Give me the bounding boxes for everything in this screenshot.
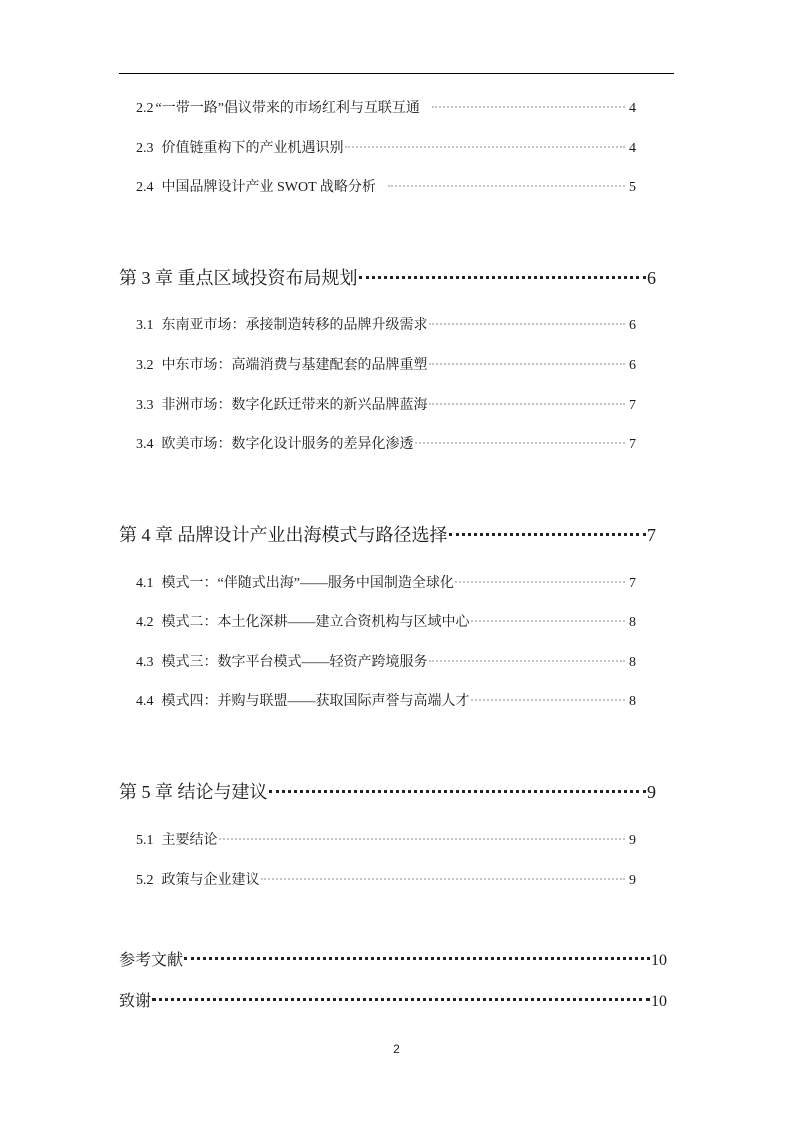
toc-number: 5.1: [136, 833, 154, 848]
toc-number: 5.2: [136, 873, 154, 888]
toc-chapter-title: 第 3 章 重点区域投资布局规划: [119, 268, 358, 288]
dot-leader: [261, 870, 626, 884]
toc-entry-3-1[interactable]: [136, 314, 636, 334]
toc-page: 7: [629, 398, 636, 413]
toc-page: 5: [629, 180, 636, 195]
toc-title: 致谢: [119, 993, 152, 1010]
dot-leader: [429, 355, 626, 369]
toc-entry-5-2[interactable]: [136, 869, 636, 889]
toc-chapter-title: 第 4 章 品牌设计产业出海模式与路径选择: [119, 525, 448, 545]
toc-title: 非洲市场：数字化跃迁带来的新兴品牌蓝海: [161, 398, 428, 413]
toc-chapter-3[interactable]: [119, 264, 656, 290]
dot-leader: [471, 691, 626, 705]
toc-number: 2.4: [136, 180, 154, 195]
dot-leader: [449, 523, 647, 541]
toc-page: 9: [629, 873, 636, 888]
toc-number: 4.4: [136, 694, 154, 709]
dot-leader: [429, 652, 626, 666]
toc-entry-5-1[interactable]: [136, 829, 636, 849]
toc-entry-4-2[interactable]: [136, 611, 636, 631]
toc-entry-4-3[interactable]: [136, 651, 636, 671]
dot-leader: [429, 395, 626, 409]
page-number: 2: [393, 1042, 400, 1056]
toc-page: 10: [651, 993, 667, 1010]
toc-title: 模式一：“伴随式出海”——服务中国制造全球化: [161, 576, 454, 591]
header-rule: [119, 73, 674, 74]
dot-leader: [359, 266, 647, 284]
toc-entry-3-4[interactable]: [136, 433, 636, 453]
toc-number: 4.2: [136, 615, 154, 630]
toc-entry-3-2[interactable]: [136, 354, 636, 374]
toc-page: 10: [651, 952, 667, 969]
toc-page: 4: [629, 101, 636, 116]
toc-title: 东南亚市场：承接制造转移的品牌升级需求: [161, 318, 428, 333]
dot-leader: [455, 573, 625, 587]
dot-leader: [471, 612, 626, 626]
toc-page: 9: [629, 833, 636, 848]
toc-title: “一带一路”倡议带来的市场红利与互联互通: [155, 101, 420, 116]
toc-title: 主要结论: [161, 833, 218, 848]
dot-leader: [432, 98, 625, 112]
toc-number: 2.3: [136, 141, 154, 156]
dot-leader: [219, 830, 626, 844]
toc-number: 4.3: [136, 655, 154, 670]
toc-references[interactable]: [119, 947, 667, 970]
toc-number: 3.3: [136, 398, 154, 413]
toc-title: 欧美市场：数字化设计服务的差异化渗透: [161, 437, 414, 452]
toc-entry-3-3[interactable]: [136, 394, 636, 414]
toc-title: 参考文献: [119, 952, 184, 969]
toc-number: 4.1: [136, 576, 154, 591]
dot-leader: [152, 990, 650, 1006]
toc-title: 模式三：数字平台模式——轻资产跨境服务: [161, 655, 428, 670]
toc-title: 中东市场：高端消费与基建配套的品牌重塑: [161, 358, 428, 373]
dot-leader: [388, 177, 625, 191]
toc-page: 6: [629, 358, 636, 373]
toc-page: 4: [629, 141, 636, 156]
toc-page: 8: [629, 615, 636, 630]
toc-chapter-5[interactable]: [119, 778, 656, 804]
toc-page: 6: [629, 318, 636, 333]
toc-number: 3.2: [136, 358, 154, 373]
toc-entry-2-2[interactable]: [136, 97, 636, 117]
toc-number: 3.1: [136, 318, 154, 333]
dot-leader: [269, 780, 647, 798]
toc-title: 中国品牌设计产业 SWOT 战略分析: [161, 180, 376, 195]
toc-entry-2-3[interactable]: [136, 137, 636, 157]
toc-page: 7: [629, 576, 636, 591]
toc-title: 模式二：本土化深耕——建立合资机构与区域中心: [161, 615, 470, 630]
toc-entry-4-4[interactable]: [136, 690, 636, 710]
toc-chapter-4[interactable]: [119, 521, 656, 547]
toc-acknowledgements[interactable]: [119, 988, 667, 1011]
toc-number: 3.4: [136, 437, 154, 452]
toc-page: 7: [647, 525, 656, 545]
toc-page: 8: [629, 655, 636, 670]
toc-number: 2.2: [136, 101, 154, 116]
dot-leader: [184, 949, 650, 965]
toc-entry-2-4[interactable]: [136, 176, 636, 196]
toc-title: 价值链重构下的产业机遇识别: [161, 141, 344, 156]
dot-leader: [415, 434, 626, 448]
toc-title: 政策与企业建议: [161, 873, 260, 888]
dot-leader: [345, 138, 626, 152]
toc-chapter-title: 第 5 章 结论与建议: [119, 782, 268, 802]
toc-entry-4-1[interactable]: [136, 572, 636, 592]
toc-page: 8: [629, 694, 636, 709]
dot-leader: [429, 315, 626, 329]
toc-page: 7: [629, 437, 636, 452]
toc-title: 模式四：并购与联盟——获取国际声誉与高端人才: [161, 694, 470, 709]
toc-page: 6: [647, 268, 656, 288]
toc-page: 9: [647, 782, 656, 802]
